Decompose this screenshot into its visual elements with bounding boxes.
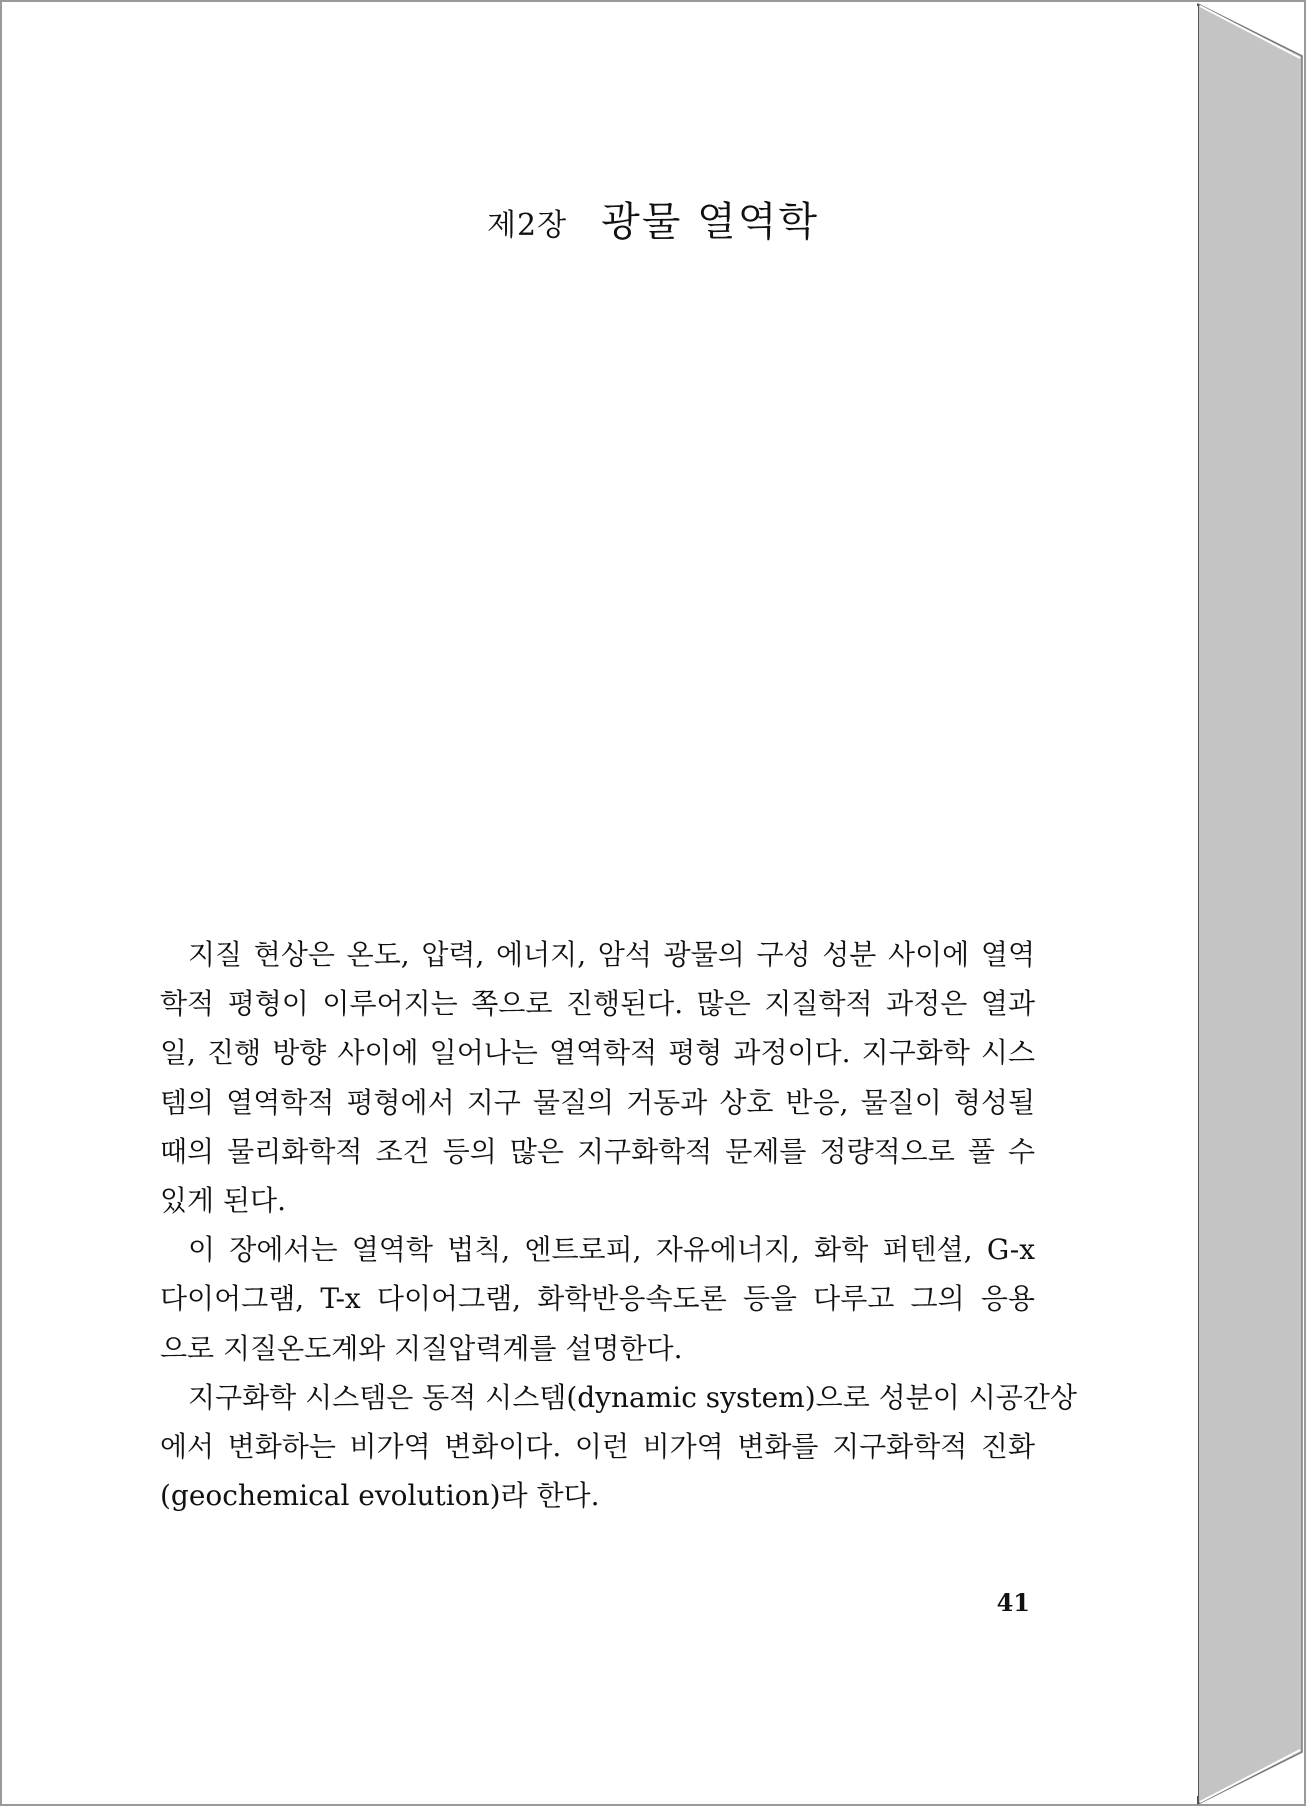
- text-line: 다이어그램, T-x 다이어그램, 화학반응속도론 등을 다루고 그의 응용: [160, 1282, 1035, 1316]
- text-line: 때의 물리화학적 조건 등의 많은 지구화학적 문제를 정량적으로 풀 수: [160, 1134, 1035, 1168]
- body-text: [160, 930, 1077, 1520]
- chapter-title: [0, 190, 1306, 247]
- page: [6, 6, 1198, 1796]
- paragraph-2: [160, 1225, 1035, 1373]
- paragraph-3: [160, 1373, 1077, 1521]
- text-line: 으로 지질온도계와 지질압력계를 설명한다.: [160, 1331, 683, 1365]
- text-line: 에서 변화하는 비가역 변화이다. 이런 비가역 변화를 지구화학적 진화: [160, 1430, 1035, 1464]
- paragraph-1: [160, 930, 1035, 1225]
- text-line: 지질 현상은 온도, 압력, 에너지, 암석 광물의 구성 성분 사이에 열역: [188, 938, 1035, 971]
- text-line: (geochemical evolution)라 한다.: [160, 1479, 600, 1513]
- book-side: [1198, 4, 1302, 1804]
- page-number: 41: [996, 1588, 1030, 1617]
- text-line: 이 장에서는 열역학 법칙, 엔트로피, 자유에너지, 화학 퍼텐셜, G-x: [188, 1233, 1035, 1267]
- text-line: 학적 평형이 이루어지는 쪽으로 진행된다. 많은 지질학적 과정은 열과: [160, 987, 1035, 1021]
- chapter-number: 제2장: [487, 208, 568, 243]
- text-line: 템의 열역학적 평형에서 지구 물질의 거동과 상호 반응, 물질이 형성될: [160, 1085, 1035, 1119]
- chapter-name: 광물 열역학: [601, 199, 819, 245]
- text-line: 지구화학 시스템은 동적 시스템(dynamic system)으로 성분이 시공간상: [188, 1380, 1077, 1414]
- text-line: 있게 된다.: [160, 1184, 286, 1218]
- text-line: 일, 진행 방향 사이에 일어나는 열역학적 평형 과정이다. 지구화학 시스: [160, 1036, 1035, 1070]
